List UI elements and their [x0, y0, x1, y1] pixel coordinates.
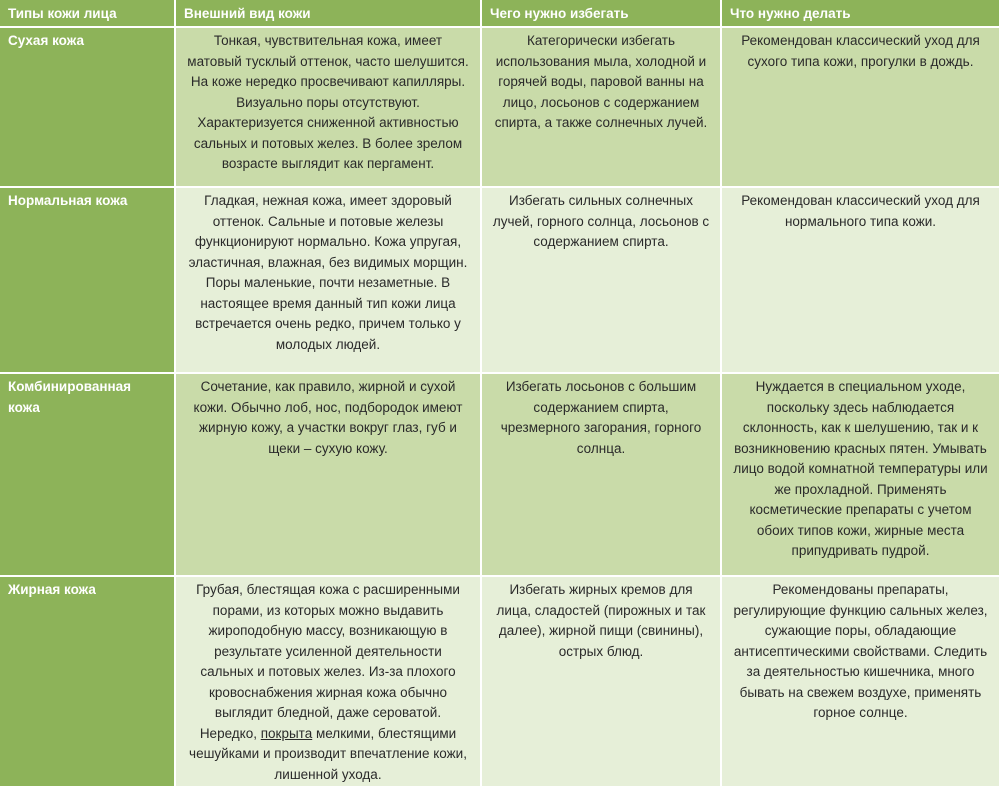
- table-row: [0, 27, 1000, 187]
- table-row: [0, 373, 1000, 576]
- appearance-cell: Сочетание, как правило, жирной и сухой кожи. Обычно лоб, нос, подбородок имеют жирную кожу, а участки вокруг глаз, губ и щеки – сухую кожу.: [175, 373, 481, 576]
- header-skin-type: Типы кожи лица: [0, 0, 175, 27]
- skin-type-cell: Жирная кожа: [0, 576, 175, 787]
- skin-type-cell: Нормальная кожа: [0, 187, 175, 373]
- todo-cell: Рекомендован классический уход для сухого типа кожи, прогулки в дождь.: [721, 27, 1000, 187]
- avoid-cell: Избегать жирных кремов для лица, сладостей (пирожных и так далее), жирной пищи (свинины), острых блюд.: [481, 576, 721, 787]
- appearance-cell: [175, 576, 481, 787]
- table-row: [0, 187, 1000, 373]
- skin-type-cell: Комбинированная кожа: [0, 373, 175, 576]
- header-avoid: Чего нужно избегать: [481, 0, 721, 27]
- appearance-cell: Гладкая, нежная кожа, имеет здоровый оттенок. Сальные и потовые железы функционируют нормально. Кожа упругая, эластичная, влажная, без видимых морщин. Поры маленькие, почти незаметные. В настоящее время данный тип кожи лица встречается очень редко, причем только у молодых людей.: [175, 187, 481, 373]
- appearance-text-part: Грубая, блестящая кожа с расширенными порами, из которых можно выдавить жироподобную массу, возникающую в результате усиленной деятельности сальных и потовых желез. Из-за плохого кровоснабжения жирная кожа обычно выглядит бледной, даже сероватой. Нередко,: [196, 582, 460, 741]
- todo-cell: Рекомендован классический уход для нормального типа кожи.: [721, 187, 1000, 373]
- todo-cell: Рекомендованы препараты, регулирующие функцию сальных желез, сужающие поры, обладающие антисептическими свойствами. Следить за деятельностью кишечника, много бывать на свежем воздухе, применять горное солнце.: [721, 576, 1000, 787]
- header-appearance: Внешний вид кожи: [175, 0, 481, 27]
- appearance-text-part: мелкими, блестящими чешуйками и производит впечатление кожи, лишенной ухода.: [189, 725, 467, 782]
- avoid-cell: Категорически избегать использования мыла, холодной и горячей воды, паровой ванны на лицо, лосьонов с содержанием спирта, а также солнечных лучей.: [481, 27, 721, 187]
- appearance-cell: Тонкая, чувствительная кожа, имеет матовый тусклый оттенок, часто шелушится. На коже нередко просвечивают капилляры. Визуально поры отсутствуют. Характеризуется сниженной активностью сальных и потовых желез. В более зрелом возрасте выглядит как пергамент.: [175, 27, 481, 187]
- todo-cell: Нуждается в специальном уходе, поскольку здесь наблюдается склонность, как к шелушению, так и к возникновению красных пятен. Умывать лицо водой комнатной температуры или же прохладной. Применять косметические препараты с учетом обоих типов кожи, жирные места припудривать пудрой.: [721, 373, 1000, 576]
- header-todo: Что нужно делать: [721, 0, 1000, 27]
- avoid-cell: Избегать сильных солнечных лучей, горного солнца, лосьонов с содержанием спирта.: [481, 187, 721, 373]
- skin-type-cell: Сухая кожа: [0, 27, 175, 187]
- avoid-cell: Избегать лосьонов с большим содержанием спирта, чрезмерного загорания, горного солнца.: [481, 373, 721, 576]
- table-row: [0, 576, 1000, 787]
- underlined-word[interactable]: покрыта: [260, 725, 313, 741]
- header-row: [0, 0, 1000, 27]
